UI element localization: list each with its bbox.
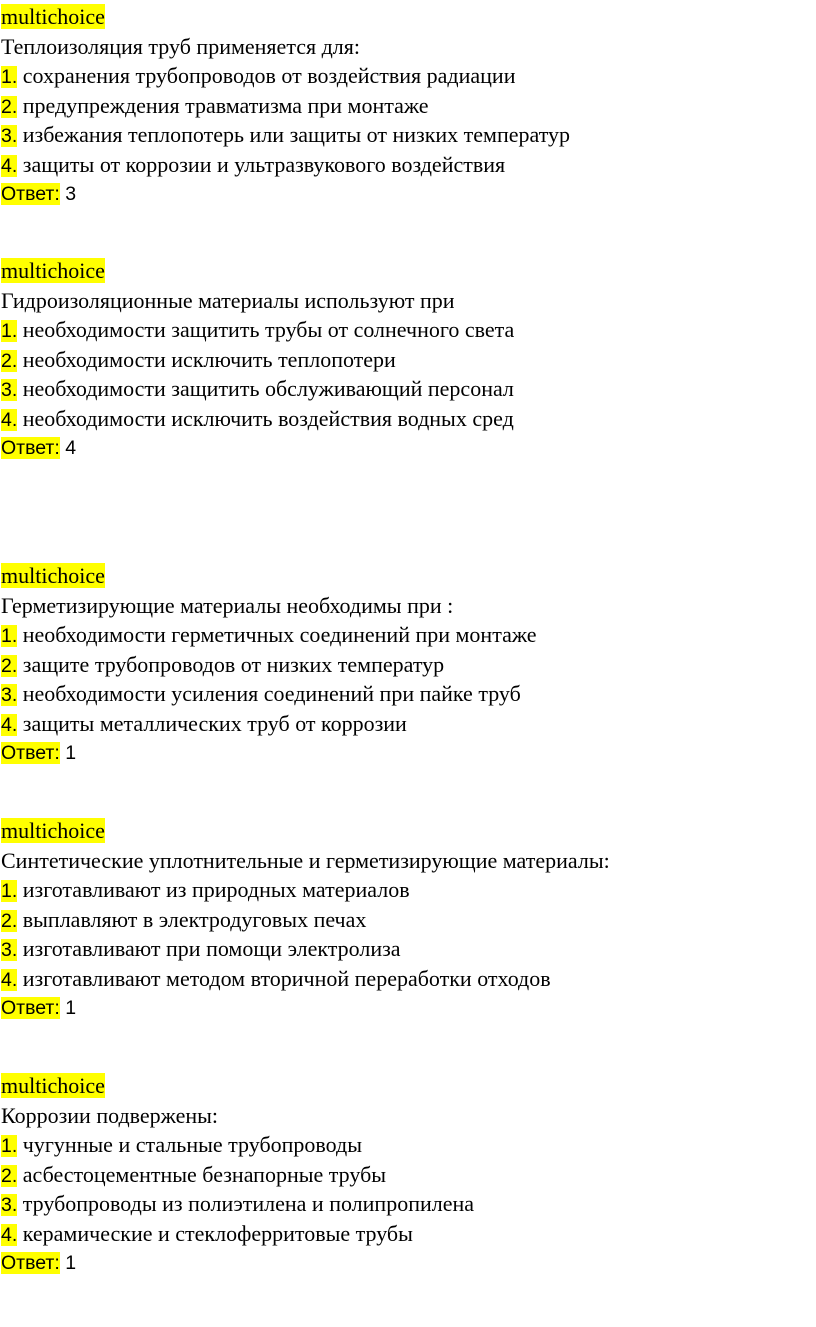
- option-text: трубопроводы из полиэтилена и полипропилена: [17, 1191, 475, 1217]
- option-text: необходимости исключить теплопотери: [17, 346, 396, 372]
- option-number: 4.: [1, 968, 18, 991]
- answer-label: Ответ:: [1, 182, 60, 205]
- option-text: избежания теплопотерь или защиты от низких температур: [17, 122, 571, 148]
- option-item: [1, 345, 811, 375]
- answer-value: 1: [59, 1251, 77, 1274]
- option-text: необходимости усиления соединений при пайке труб: [17, 681, 521, 707]
- option-text: защите трубопроводов от низких температур: [17, 651, 445, 677]
- answer-label: Ответ:: [1, 436, 60, 459]
- option-item: [1, 61, 811, 91]
- question-type-label: multichoice: [1, 563, 105, 588]
- option-text: асбестоцементные безнапорные трубы: [17, 1161, 387, 1187]
- option-number: 1.: [1, 625, 18, 648]
- option-item: [1, 875, 811, 905]
- option-item: [1, 374, 811, 404]
- question-type-label: multichoice: [1, 4, 105, 29]
- option-item: [1, 1219, 811, 1249]
- option-number: 3.: [1, 125, 18, 148]
- option-item: [1, 150, 811, 180]
- option-number: 1.: [1, 320, 18, 343]
- question-type-label: multichoice: [1, 818, 105, 843]
- answer-label: Ответ:: [1, 741, 60, 764]
- option-item: [1, 120, 811, 150]
- question-block: [1, 256, 811, 463]
- question-type-label: multichoice: [1, 1073, 105, 1098]
- option-text: выплавляют в электродуговых печах: [17, 906, 367, 932]
- option-item: [1, 650, 811, 680]
- question-type-label: multichoice: [1, 258, 105, 283]
- option-number: 4.: [1, 713, 18, 736]
- option-item: [1, 964, 811, 994]
- answer-line: [1, 180, 811, 210]
- option-number: 3.: [1, 939, 18, 962]
- question-text: Гидроизоляционные материалы используют при: [1, 287, 455, 313]
- answer-value: 1: [59, 741, 77, 764]
- answer-line: [1, 1249, 811, 1279]
- question-block: [1, 2, 811, 209]
- answer-value: 1: [59, 996, 77, 1019]
- option-number: 3.: [1, 1194, 18, 1217]
- option-item: [1, 620, 811, 650]
- option-item: [1, 1130, 811, 1160]
- option-item: [1, 905, 811, 935]
- option-text: керамические и стеклоферритовые трубы: [17, 1220, 413, 1246]
- option-number: 4.: [1, 154, 18, 177]
- question-text: Герметизирующие материалы необходимы при :: [1, 592, 454, 618]
- answer-value: 4: [59, 436, 77, 459]
- answer-line: [1, 739, 811, 769]
- option-text: изготавливают методом вторичной переработки отходов: [17, 965, 551, 991]
- question-block: [1, 816, 811, 1023]
- option-text: изготавливают из природных материалов: [17, 877, 410, 903]
- option-text: необходимости исключить воздействия водных сред: [17, 405, 514, 431]
- answer-label: Ответ:: [1, 996, 60, 1019]
- option-text: необходимости защитить трубы от солнечного света: [17, 317, 515, 343]
- option-text: защиты металлических труб от коррозии: [17, 710, 407, 736]
- option-item: [1, 679, 811, 709]
- option-number: 2.: [1, 654, 18, 677]
- option-number: 3.: [1, 684, 18, 707]
- option-number: 2.: [1, 349, 18, 372]
- option-text: защиты от коррозии и ультразвукового воздействия: [17, 151, 506, 177]
- answer-line: [1, 994, 811, 1024]
- question-block: [1, 561, 811, 768]
- option-number: 2.: [1, 909, 18, 932]
- option-number: 3.: [1, 379, 18, 402]
- answer-label: Ответ:: [1, 1251, 60, 1274]
- option-item: [1, 315, 811, 345]
- option-number: 1.: [1, 1135, 18, 1158]
- option-text: сохранения трубопроводов от воздействия радиации: [17, 63, 516, 89]
- option-text: чугунные и стальные трубопроводы: [17, 1132, 363, 1158]
- option-text: предупреждения травматизма при монтаже: [17, 92, 429, 118]
- question-text: Коррозии подвержены:: [1, 1102, 219, 1128]
- option-number: 1.: [1, 880, 18, 903]
- option-item: [1, 1189, 811, 1219]
- option-number: 1.: [1, 66, 18, 89]
- answer-line: [1, 434, 811, 464]
- option-item: [1, 934, 811, 964]
- option-item: [1, 709, 811, 739]
- option-text: изготавливают при помощи электролиза: [17, 936, 401, 962]
- option-text: необходимости герметичных соединений при монтаже: [17, 622, 537, 648]
- option-number: 2.: [1, 95, 18, 118]
- question-text: Теплоизоляция труб применяется для:: [1, 33, 360, 59]
- option-item: [1, 1160, 811, 1190]
- option-number: 2.: [1, 1164, 18, 1187]
- option-number: 4.: [1, 408, 18, 431]
- option-item: [1, 91, 811, 121]
- answer-value: 3: [59, 182, 77, 205]
- option-number: 4.: [1, 1223, 18, 1246]
- question-block: [1, 1071, 811, 1278]
- option-text: необходимости защитить обслуживающий персонал: [17, 376, 514, 402]
- option-item: [1, 404, 811, 434]
- question-text: Синтетические уплотнительные и герметизирующие материалы:: [1, 847, 610, 873]
